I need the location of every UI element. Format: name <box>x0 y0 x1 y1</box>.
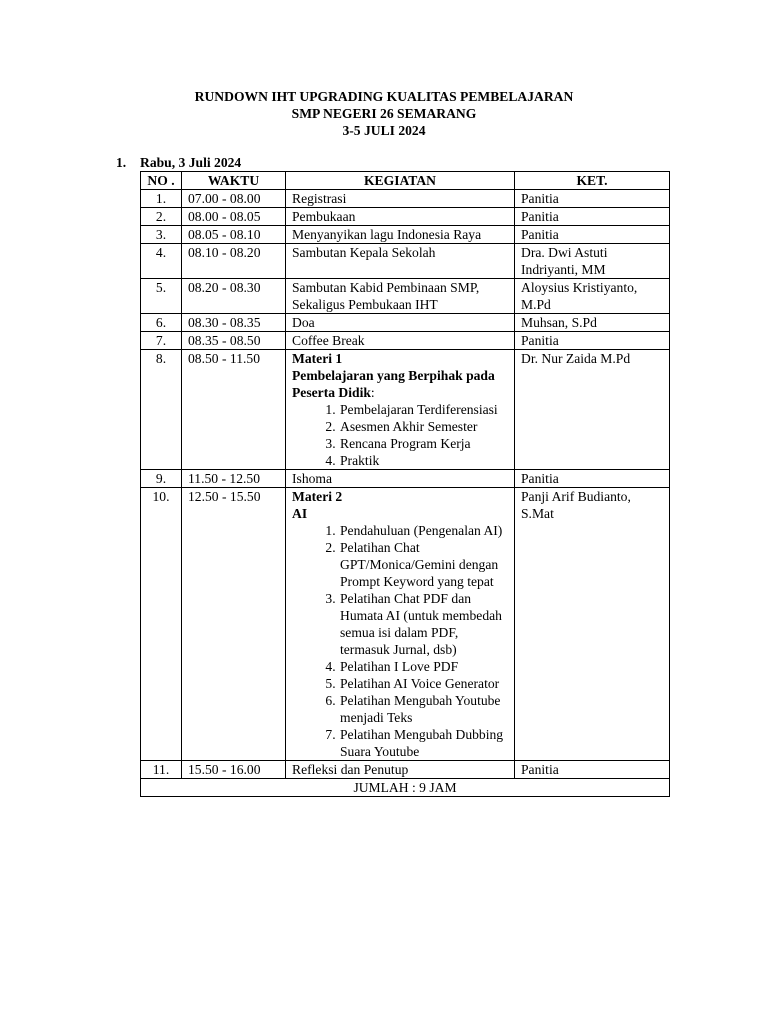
cell-kegiatan: Sambutan Kepala Sekolah <box>286 244 515 279</box>
cell-waktu: 12.50 - 15.50 <box>182 488 286 761</box>
header-kegiatan: KEGIATAN <box>286 172 515 190</box>
list-item: 1. Pembelajaran Terdiferensiasi <box>339 401 508 418</box>
cell-kegiatan <box>286 488 515 761</box>
list-item: 5. Pelatihan AI Voice Generator <box>339 675 508 692</box>
cell-waktu: 08.50 - 11.50 <box>182 350 286 470</box>
document-title <box>0 88 768 139</box>
cell-no: 1. <box>141 190 182 208</box>
title-line-2: SMP NEGERI 26 SEMARANG <box>291 106 477 121</box>
table-row <box>141 470 670 488</box>
total-row <box>141 779 670 797</box>
list-item: 1. Pendahuluan (Pengenalan AI) <box>339 522 508 539</box>
rundown-table <box>140 171 670 797</box>
cell-no: 3. <box>141 226 182 244</box>
table-row <box>141 190 670 208</box>
list-item: 2. Pelatihan Chat GPT/Monica/Gemini dengan Prompt Keyword yang tepat <box>339 539 508 590</box>
materi-label: Materi 2 <box>292 489 343 504</box>
cell-waktu: 08.30 - 08.35 <box>182 314 286 332</box>
cell-waktu: 15.50 - 16.00 <box>182 761 286 779</box>
table-row <box>141 332 670 350</box>
cell-waktu: 08.20 - 08.30 <box>182 279 286 314</box>
cell-kegiatan: Doa <box>286 314 515 332</box>
materi-label: Materi 1 <box>292 351 343 366</box>
cell-kegiatan: Registrasi <box>286 190 515 208</box>
cell-waktu: 08.00 - 08.05 <box>182 208 286 226</box>
cell-waktu: 07.00 - 08.00 <box>182 190 286 208</box>
cell-ket: Panji Arif Budianto, S.Mat <box>515 488 670 761</box>
table-row <box>141 226 670 244</box>
table-row <box>141 244 670 279</box>
table-row <box>141 208 670 226</box>
cell-ket: Aloysius Kristiyanto, M.Pd <box>515 279 670 314</box>
cell-waktu: 08.10 - 08.20 <box>182 244 286 279</box>
total-hours: JUMLAH : 9 JAM <box>141 779 670 797</box>
cell-no: 7. <box>141 332 182 350</box>
cell-no: 10. <box>141 488 182 761</box>
cell-no: 4. <box>141 244 182 279</box>
header-ket: KET. <box>515 172 670 190</box>
list-item: 3. Rencana Program Kerja <box>339 435 508 452</box>
list-item: 4. Pelatihan I Love PDF <box>339 658 508 675</box>
materi-list <box>292 522 508 760</box>
cell-kegiatan: Ishoma <box>286 470 515 488</box>
list-item: 6. Pelatihan Mengubah Youtube menjadi Teks <box>339 692 508 726</box>
cell-ket: Panitia <box>515 190 670 208</box>
list-item: 7. Pelatihan Mengubah Dubbing Suara Youtube <box>339 726 508 760</box>
cell-ket: Panitia <box>515 332 670 350</box>
cell-no: 11. <box>141 761 182 779</box>
title-line-3: 3-5 JULI 2024 <box>342 123 426 138</box>
cell-no: 5. <box>141 279 182 314</box>
table-row <box>141 314 670 332</box>
cell-ket: Panitia <box>515 226 670 244</box>
cell-ket: Dra. Dwi Astuti Indriyanti, MM <box>515 244 670 279</box>
table-row <box>141 279 670 314</box>
cell-waktu: 11.50 - 12.50 <box>182 470 286 488</box>
cell-kegiatan: Refleksi dan Penutup <box>286 761 515 779</box>
cell-ket: Muhsan, S.Pd <box>515 314 670 332</box>
title-line-1: RUNDOWN IHT UPGRADING KUALITAS PEMBELAJARAN <box>194 89 574 104</box>
cell-kegiatan: Pembukaan <box>286 208 515 226</box>
cell-kegiatan: Menyanyikan lagu Indonesia Raya <box>286 226 515 244</box>
cell-kegiatan: Sambutan Kabid Pembinaan SMP, Sekaligus Pembukaan IHT <box>286 279 515 314</box>
materi-title: Pembelajaran yang Berpihak pada Peserta Didik: <box>292 368 495 400</box>
materi-title: AI <box>292 506 308 521</box>
table-row <box>141 350 670 470</box>
cell-ket: Panitia <box>515 761 670 779</box>
cell-waktu: 08.35 - 08.50 <box>182 332 286 350</box>
table-row <box>141 761 670 779</box>
section-title: Rabu, 3 Juli 2024 <box>140 155 242 170</box>
cell-waktu: 08.05 - 08.10 <box>182 226 286 244</box>
list-item: 2. Asesmen Akhir Semester <box>339 418 508 435</box>
cell-ket: Panitia <box>515 470 670 488</box>
cell-no: 8. <box>141 350 182 470</box>
cell-kegiatan: Coffee Break <box>286 332 515 350</box>
cell-no: 6. <box>141 314 182 332</box>
cell-no: 2. <box>141 208 182 226</box>
materi-list <box>292 401 508 469</box>
section-heading <box>116 154 241 171</box>
cell-ket: Panitia <box>515 208 670 226</box>
cell-kegiatan <box>286 350 515 470</box>
header-no: NO . <box>141 172 182 190</box>
header-waktu: WAKTU <box>182 172 286 190</box>
list-item: 3. Pelatihan Chat PDF dan Humata AI (untuk membedah semua isi dalam PDF, termasuk Jurnal, dsb) <box>339 590 508 658</box>
list-item: 4. Praktik <box>339 452 508 469</box>
table-header-row <box>141 172 670 190</box>
table-row <box>141 488 670 761</box>
section-number: 1. <box>116 155 127 170</box>
cell-ket: Dr. Nur Zaida M.Pd <box>515 350 670 470</box>
cell-no: 9. <box>141 470 182 488</box>
